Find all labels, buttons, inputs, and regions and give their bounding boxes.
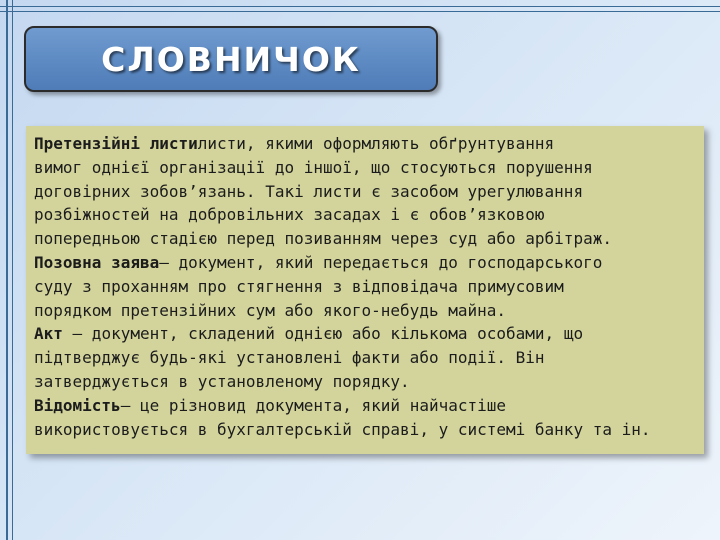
glossary-line — [34, 394, 696, 418]
glossary-definition-text: – документ, який передається до господарського — [159, 252, 603, 272]
glossary-text-box — [26, 126, 704, 454]
frame-line-vertical-inner — [12, 0, 13, 540]
title-banner — [24, 26, 438, 92]
glossary-line: суду з проханням про стягнення з відповідача примусовим — [34, 276, 564, 296]
glossary-definition-text: листи, якими оформляють обґрунтування — [197, 134, 555, 153]
glossary-line: розбіжностей на добровільних засадах і є обов’язковою — [34, 205, 545, 225]
glossary-term: Акт — [34, 324, 63, 344]
glossary-line — [34, 322, 696, 346]
glossary-line: підтверджує будь-які установлені факти або події. Він — [34, 348, 545, 368]
glossary-line: попередньою стадією перед позиванням через суд або арбітраж. — [34, 229, 612, 249]
glossary-term: Позовна заява — [34, 252, 160, 272]
frame-line-horizontal-inner — [0, 11, 720, 12]
frame-line-horizontal-outer — [0, 6, 720, 7]
glossary-term: Претензійні листи — [34, 134, 198, 153]
frame-line-vertical-outer — [6, 0, 8, 540]
glossary-term: Відомість — [34, 395, 121, 415]
glossary-definition-text: – документ, складений однією або кількома особами, що — [62, 324, 584, 344]
glossary-line: використовується в бухгалтерській справі, у системі банку та ін. — [34, 419, 651, 439]
glossary-line — [34, 132, 696, 156]
glossary-definition-text: – це різновид документа, який найчастіше — [120, 395, 507, 415]
glossary-line: вимог однієї організації до іншої, що стосуються порушення — [34, 157, 593, 177]
glossary-line — [34, 251, 696, 275]
glossary-line: затверджується в установленому порядку. — [34, 371, 410, 391]
page-title: СЛОВНИЧОК — [101, 39, 361, 79]
glossary-line: договірних зобов’язань. Такі листи є засобом урегулювання — [34, 181, 584, 201]
glossary-line: порядком претензійних сум або якого-небудь майна. — [34, 300, 507, 320]
